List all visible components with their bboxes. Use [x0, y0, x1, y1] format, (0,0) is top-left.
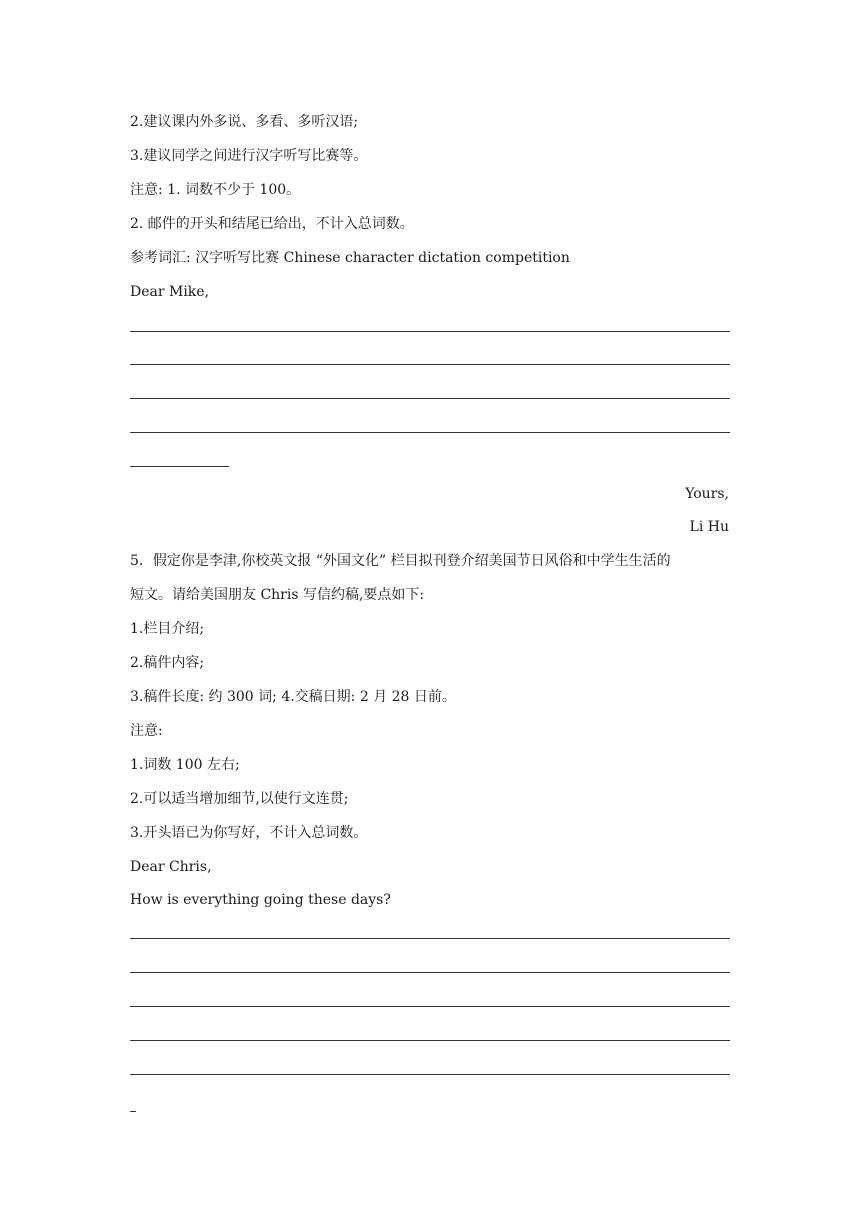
- note-word-count: 注意: 1. 词数不少于 100。: [130, 182, 301, 198]
- writing-line-short: [130, 466, 229, 467]
- writing-line: [130, 432, 730, 433]
- letter-opening-line: How is everything going these days?: [130, 892, 391, 908]
- writing-line: [130, 331, 730, 332]
- writing-line: [130, 398, 730, 399]
- writing-line: [130, 972, 730, 973]
- note-1: 1.词数 100 左右;: [130, 757, 240, 773]
- writing-line: [130, 1040, 730, 1041]
- note-2: 2.可以适当增加细节,以使行文连贯;: [130, 791, 349, 807]
- note-opening-closing: 2. 邮件的开头和结尾已给出，不计入总词数。: [130, 216, 414, 232]
- suggestion-3: 3.建议同学之间进行汉字听写比赛等。: [130, 148, 368, 164]
- writing-line: [130, 364, 730, 365]
- letter-greeting-mike: Dear Mike,: [130, 284, 210, 300]
- writing-line: [130, 1074, 730, 1075]
- point-2: 2.稿件内容;: [130, 655, 205, 671]
- point-3-4: 3.稿件长度: 约 300 词; 4.交稿日期: 2 月 28 日前。: [130, 689, 456, 705]
- question-5-prompt-line-2: 短文。请给美国朋友 Chris 写信约稿,要点如下:: [130, 587, 425, 603]
- letter-signature: Li Hu: [689, 519, 729, 535]
- writing-line: [130, 938, 730, 939]
- point-1: 1.栏目介绍;: [130, 621, 205, 637]
- writing-line: [130, 1006, 730, 1007]
- writing-line-tiny: [130, 1111, 136, 1112]
- reference-vocabulary: 参考词汇: 汉字听写比赛 Chinese character dictation competition: [130, 250, 570, 266]
- suggestion-2: 2.建议课内外多说、多看、多听汉语;: [130, 114, 359, 130]
- letter-greeting-chris: Dear Chris,: [130, 859, 212, 875]
- note-3: 3.开头语已为你写好，不计入总词数。: [130, 825, 368, 841]
- notes-title: 注意:: [130, 723, 163, 739]
- question-5-prompt-line-1: 5．假定你是李津,你校英文报 “外国文化” 栏目拟刊登介绍美国节日风俗和中学生生活的: [130, 553, 671, 569]
- letter-closing: Yours,: [685, 486, 729, 502]
